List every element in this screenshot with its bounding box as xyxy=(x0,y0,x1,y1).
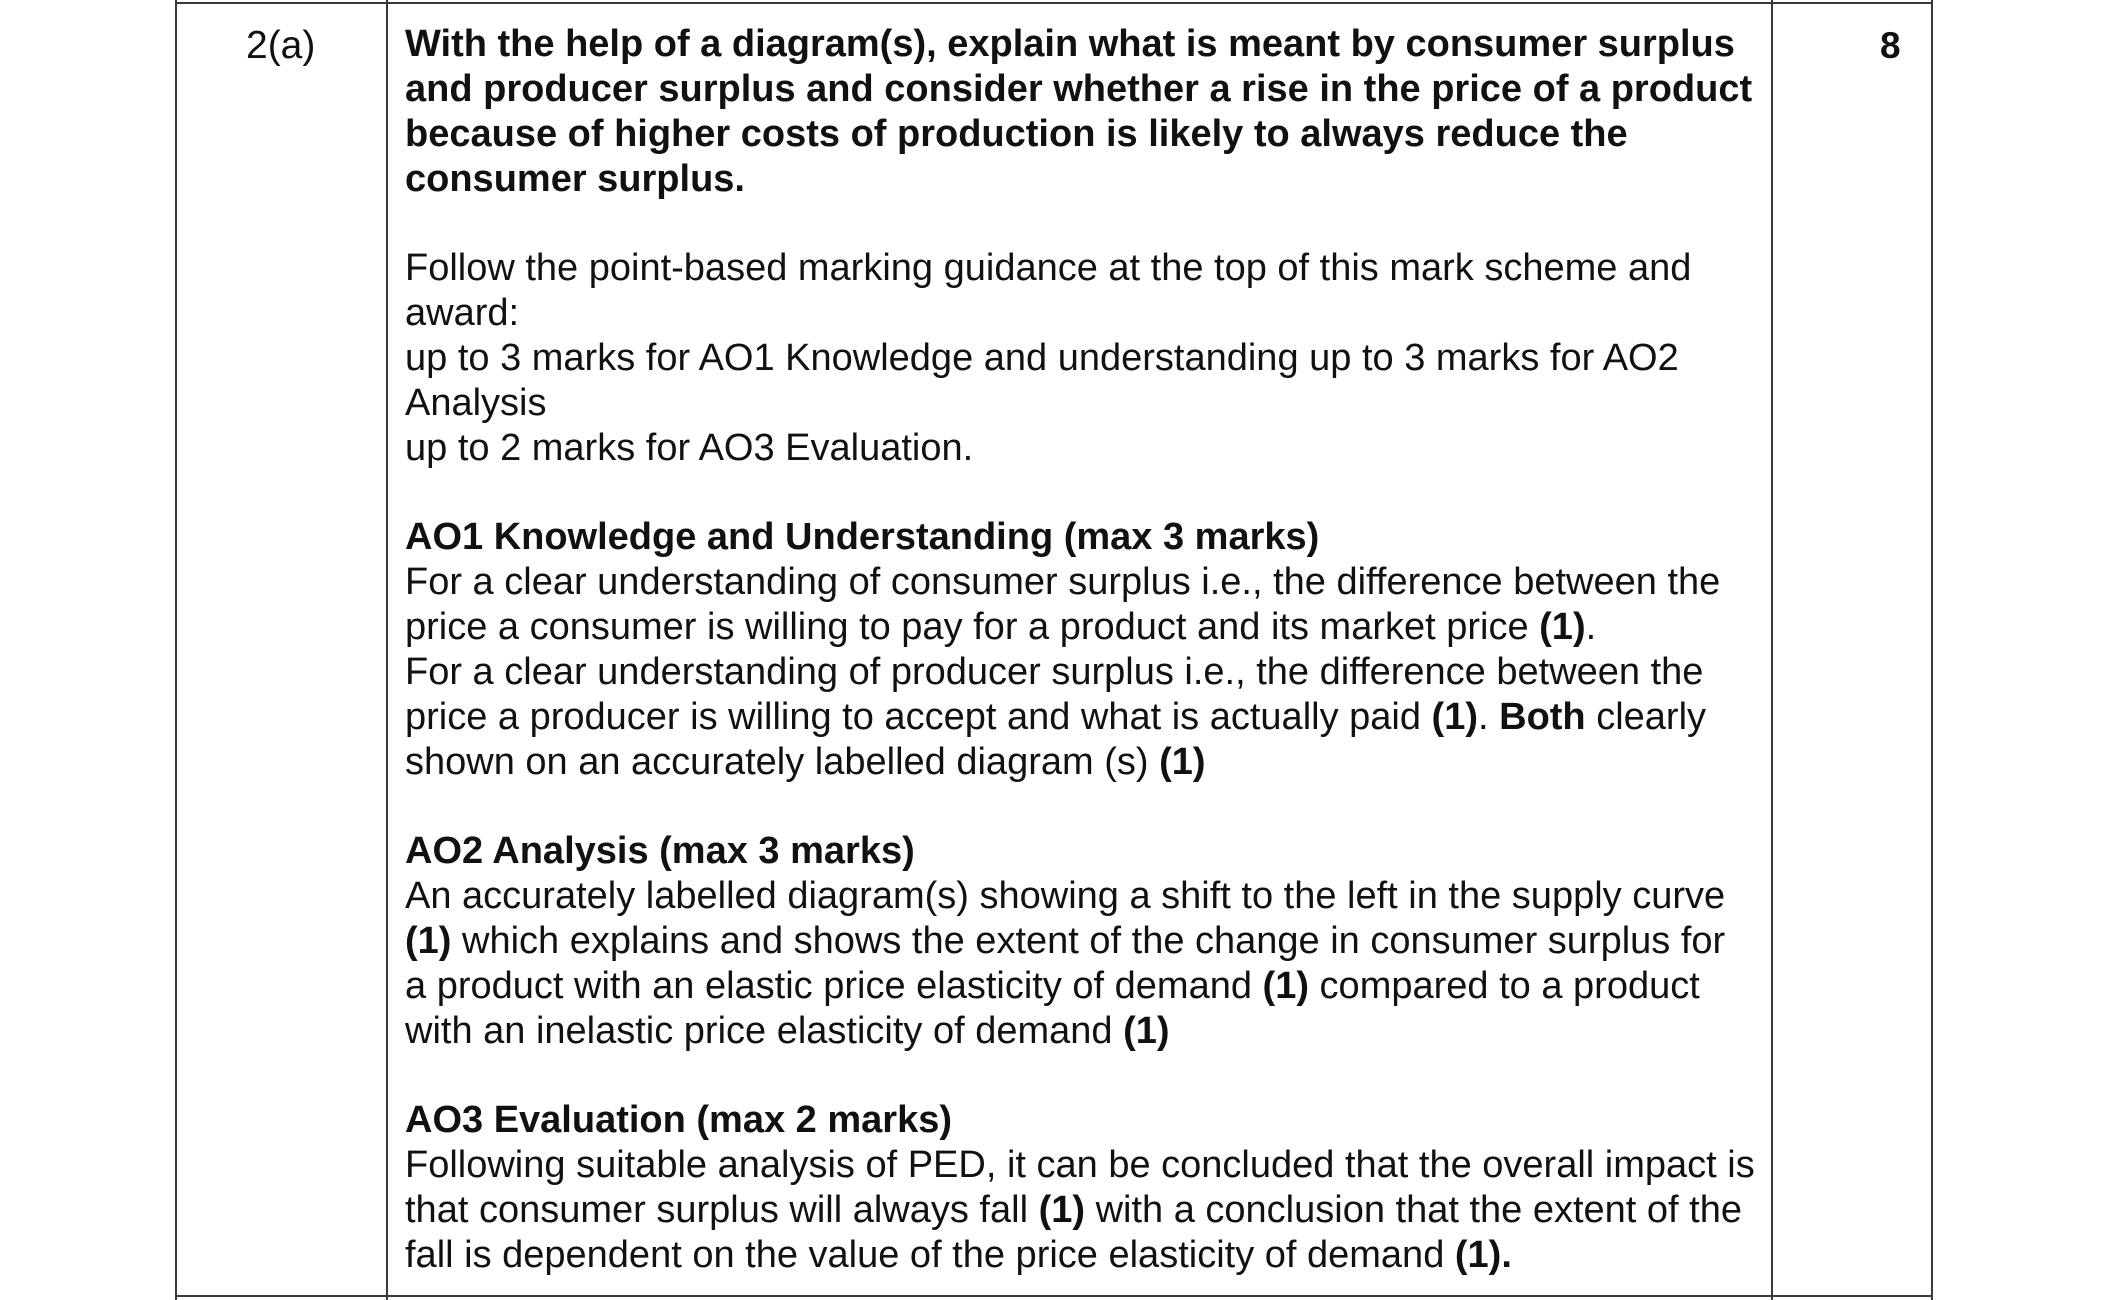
ao1-criterion-2 xyxy=(405,650,1755,785)
table-right-border xyxy=(1931,0,1933,1300)
ao1-criterion-1-text: For a clear understanding of consumer surplus i.e., the difference between the price a consumer is willing to pay for a product and its market price xyxy=(405,561,1721,648)
ao3-criteria xyxy=(405,1143,1755,1278)
marks-total: 8 xyxy=(1880,25,1901,66)
ao2-text-1: An accurately labelled diagram(s) showing a shift to the left in the supply curve xyxy=(405,875,1726,917)
ao2-text-3: compared to a product with an inelastic price elasticity of demand xyxy=(405,965,1700,1052)
ao1-heading: AO1 Knowledge and Understanding (max 3 marks) xyxy=(405,516,1320,558)
ao1-criterion-2-text: For a clear understanding of producer surplus i.e., the difference between the price a producer is willing to accept and what is actually paid xyxy=(405,651,1704,738)
ao1-criterion-2-end: . xyxy=(1478,696,1500,738)
ao2-mark-2: (1) xyxy=(1262,965,1309,1007)
column-divider-marks xyxy=(1771,0,1773,1300)
ao1-criterion-3-mark: (1) xyxy=(1159,741,1206,783)
ao1-criterion-3-text: clearly shown on an accurately labelled diagram (s) xyxy=(405,696,1707,783)
ao1-criterion-2-mark: (1) xyxy=(1431,696,1478,738)
guidance-intro: Follow the point-based marking guidance at the top of this mark scheme and award: xyxy=(405,247,1692,334)
ao2-mark-3: (1) xyxy=(1123,1010,1170,1052)
guidance-line-2: up to 2 marks for AO3 Evaluation. xyxy=(405,427,974,469)
table-left-border xyxy=(175,0,177,1300)
ao2-text-2: which explains and shows the extent of the change in consumer surplus for a product with an elastic price elasticity of demand xyxy=(405,920,1726,1007)
ao3-text-2: with a conclusion that the extent of the fall is dependent on the value of the price elasticity of demand xyxy=(405,1189,1742,1276)
mark-scheme-content xyxy=(405,22,1755,1278)
ao1-criterion-1-end: . xyxy=(1585,606,1597,648)
ao3-mark-1: (1) xyxy=(1038,1189,1086,1231)
ao3-mark-2: (1). xyxy=(1454,1234,1512,1276)
ao1-criterion-3-both: Both xyxy=(1499,696,1586,738)
table-bottom-border xyxy=(175,1295,1933,1297)
question-number: 2(a) xyxy=(246,24,316,67)
guidance-line-1: up to 3 marks for AO1 Knowledge and understanding up to 3 marks for AO2 Analysis xyxy=(405,337,1679,424)
ao2-criteria xyxy=(405,874,1755,1054)
ao2-mark-1: (1) xyxy=(405,920,452,962)
ao2-heading: AO2 Analysis (max 3 marks) xyxy=(405,830,915,872)
spacer xyxy=(405,202,1755,246)
table-top-border xyxy=(175,2,1933,4)
question-text: With the help of a diagram(s), explain what is meant by consumer surplus and producer surplus and consider whether a rise in the price of a product because of higher costs of production is likely to always reduce the consumer surplus. xyxy=(405,23,1753,200)
spacer xyxy=(405,1054,1755,1098)
ao1-criterion-1 xyxy=(405,560,1755,650)
spacer xyxy=(405,785,1755,829)
ao3-heading: AO3 Evaluation (max 2 marks) xyxy=(405,1099,952,1141)
ao1-criterion-1-mark: (1) xyxy=(1539,606,1586,648)
spacer xyxy=(405,471,1755,515)
ao3-text-1: Following suitable analysis of PED, it can be concluded that the overall impact is that consumer surplus will always fall xyxy=(405,1144,1755,1231)
column-divider-question xyxy=(386,0,388,1300)
